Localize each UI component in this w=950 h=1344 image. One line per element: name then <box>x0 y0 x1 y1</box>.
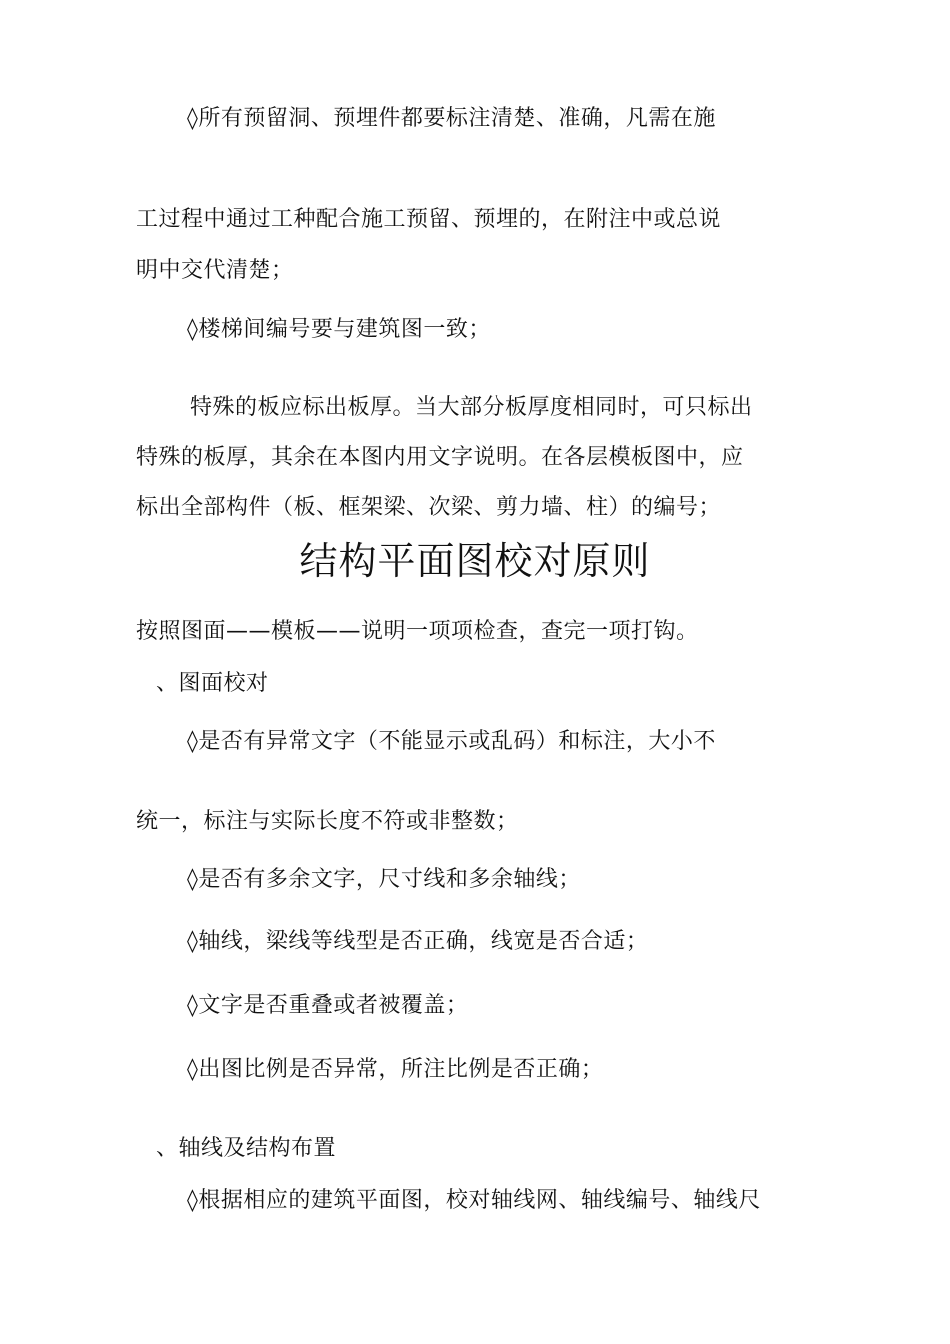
section-title: 结构平面图校对原则 <box>299 539 651 583</box>
text-line-2: 工过程中通过工种配合施工预留、预埋的，在附注中或总说 <box>136 207 722 232</box>
text-line-4: ◊楼梯间编号要与建筑图一致； <box>187 317 491 342</box>
text-line-1: ◊所有预留洞、预埋件都要标注清楚、准确，凡需在施 <box>187 106 716 131</box>
body-line-5: ◊轴线，梁线等线型是否正确，线宽是否合适； <box>187 929 649 954</box>
body-line-7: ◊出图比例是否异常，所注比例是否正确； <box>187 1057 604 1082</box>
body-line-3: 统一，标注与实际长度不符或非整数； <box>136 809 519 834</box>
text-line-5: 特殊的板应标出板厚。当大部分板厚度相同时，可只标出 <box>190 395 753 420</box>
body-line-1: 按照图面——模板——说明一项项检查，查完一项打钩。 <box>136 619 699 644</box>
body-line-4: ◊是否有多余文字，尺寸线和多余轴线； <box>187 867 581 892</box>
text-line-6: 特殊的板厚，其余在本图内用文字说明。在各层模板图中，应 <box>136 445 744 470</box>
body-line-2: ◊是否有异常文字（不能显示或乱码）和标注，大小不 <box>187 729 716 754</box>
section-heading-drawing-check: 、图面校对 <box>156 671 269 696</box>
body-line-8: ◊根据相应的建筑平面图，校对轴线网、轴线编号、轴线尺 <box>187 1188 761 1213</box>
text-line-3: 明中交代清楚； <box>136 258 294 283</box>
body-line-6: ◊文字是否重叠或者被覆盖； <box>187 993 469 1018</box>
section-heading-axis-layout: 、轴线及结构布置 <box>156 1136 337 1161</box>
text-line-7: 标出全部构件（板、框架梁、次梁、剪力墙、柱）的编号； <box>136 495 722 520</box>
